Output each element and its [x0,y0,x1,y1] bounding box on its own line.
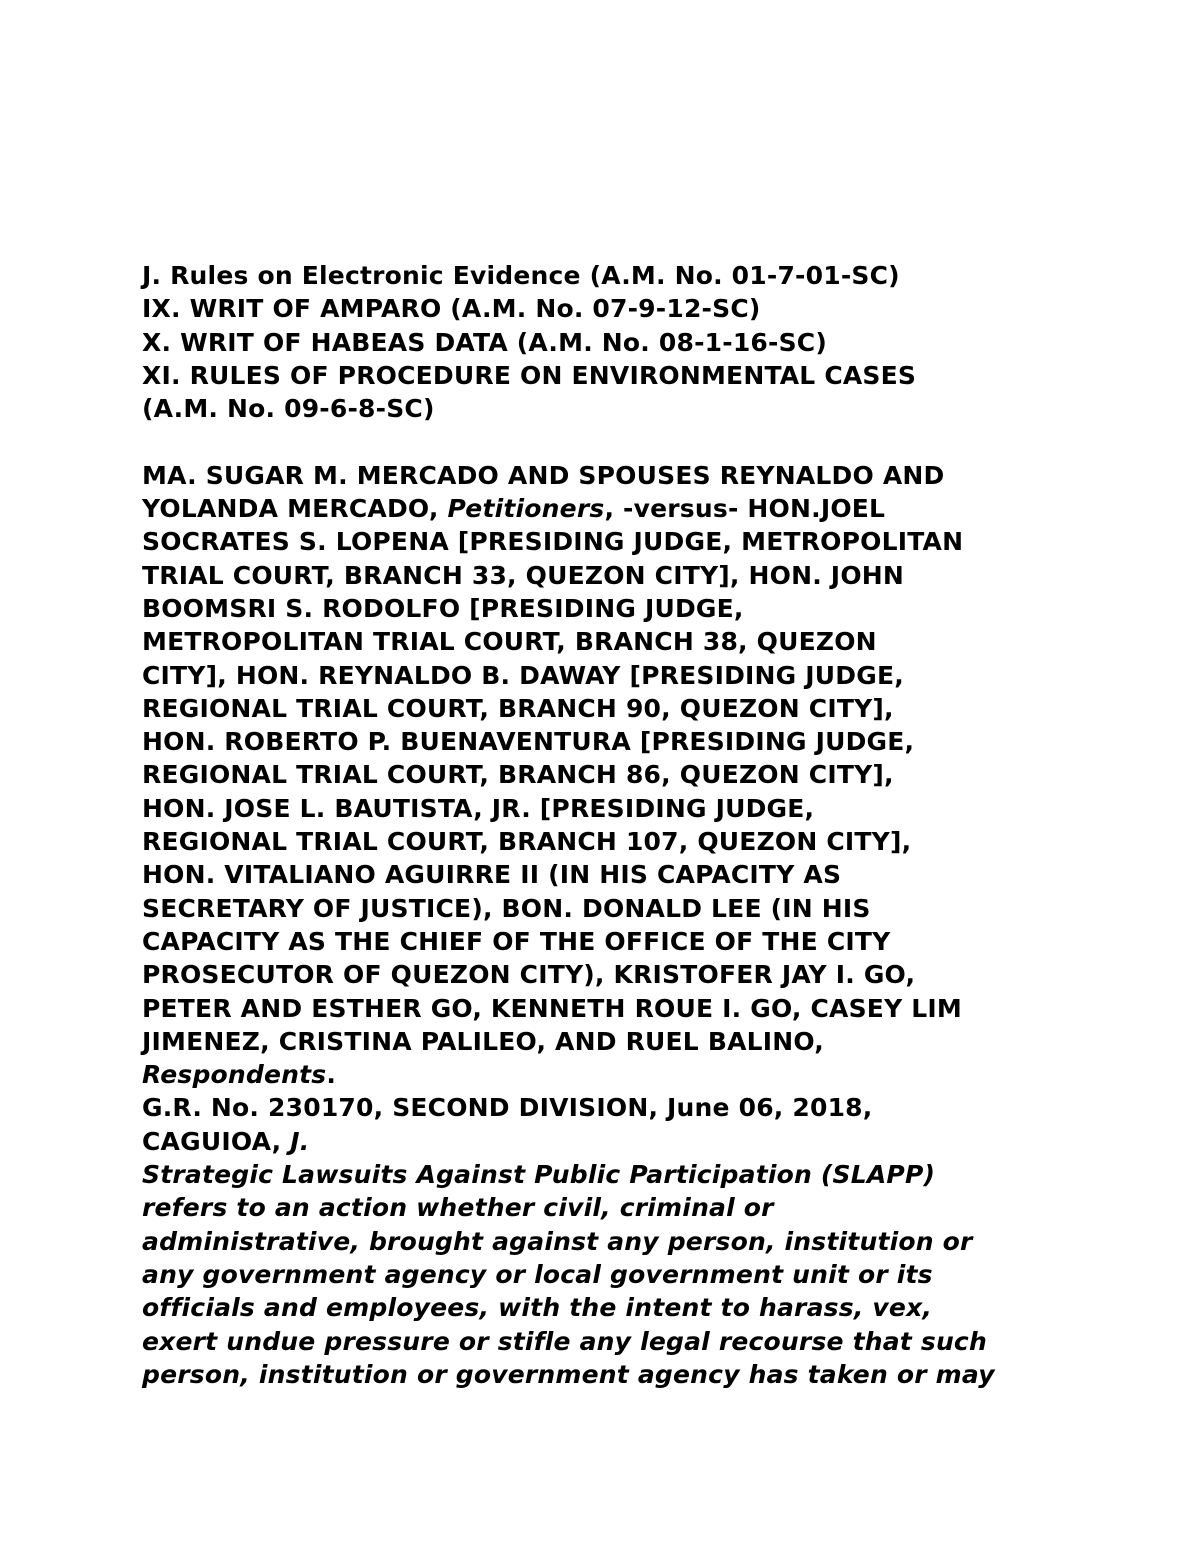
citation-line: G.R. No. 230170, SECOND DIVISION, June 06, 2018, [142,1093,873,1123]
case-title-line: HON. VITALIANO AGUIRRE II (IN HIS CAPACITY AS [142,860,842,890]
case-title-line [142,1058,1072,1091]
case-title-line: CAPACITY AS THE CHIEF OF THE OFFICE OF THE CITY [142,926,891,956]
justice-abbrev: J. [290,1126,310,1156]
doctrine-line: officials and employees, with the intent to harass, vex, [142,1293,933,1323]
case-title-line: MA. SUGAR M. MERCADO AND SPOUSES REYNALDO AND [142,460,945,490]
case-title-line: HON. ROBERTO P. BUENAVENTURA [PRESIDING JUDGE, [142,727,915,757]
doctrine-line: exert undue pressure or stifle any legal recourse that such [142,1326,987,1356]
case-title-line: JIMENEZ, CRISTINA PALILEO, AND RUEL BALINO, [142,1026,824,1056]
toc-line-environmental-cases: XI. RULES OF PROCEDURE ON ENVIRONMENTAL CASES [142,360,917,390]
case-title-line: REGIONAL TRIAL COURT, BRANCH 86, QUEZON CITY], [142,760,894,790]
respondents-period: . [326,1060,337,1090]
doctrine-line: Strategic Lawsuits Against Public Participation (SLAPP) [142,1160,936,1190]
case-title-line: SOCRATES S. LOPENA [PRESIDING JUDGE, METROPOLITAN [142,527,964,557]
petitioners-label: Petitioners [447,494,605,524]
case-title-line: HON. JOSE L. BAUTISTA, JR. [PRESIDING JUDGE, [142,793,815,823]
doctrine-line: person, institution or government agency has taken or may [142,1359,995,1389]
doctrine-line: any government agency or local government unit or its [142,1259,933,1289]
case-title-line: REGIONAL TRIAL COURT, BRANCH 107, QUEZON CITY], [142,827,912,857]
case-title-line: BOOMSRI S. RODOLFO [PRESIDING JUDGE, [142,593,744,623]
case-title-line: REGIONAL TRIAL COURT, BRANCH 90, QUEZON CITY], [142,693,894,723]
toc-line-writ-of-habeas-data: X. WRIT OF HABEAS DATA (A.M. No. 08-1-16-SC) [142,327,827,357]
case-title-text: YOLANDA MERCADO, [142,494,448,524]
case-title-line [142,492,1072,525]
doctrine-line: administrative, brought against any person, institution or [142,1226,973,1256]
toc-line-environmental-cases-am: (A.M. No. 09-6-8-SC) [142,394,435,424]
respondents-label: Respondents [142,1060,327,1090]
case-title-text: , -versus- HON.JOEL [604,494,886,524]
toc-line-rules-electronic-evidence: J. Rules on Electronic Evidence (A.M. No. 01-7-01-SC) [142,261,900,290]
case-title-line: SECRETARY OF JUSTICE), BON. DONALD LEE (IN HIS [142,893,871,923]
case-title-line: CITY], HON. REYNALDO B. DAWAY [PRESIDING JUDGE, [142,660,904,690]
citation-line [142,1125,1072,1158]
case-title-line: PETER AND ESTHER GO, KENNETH ROUE I. GO, CASEY LIM [142,993,962,1023]
ponente-name: CAGUIOA, [142,1126,291,1156]
case-title-line: METROPOLITAN TRIAL COURT, BRANCH 38, QUEZON [142,627,877,657]
toc-line-writ-of-amparo: IX. WRIT OF AMPARO (A.M. No. 07-9-12-SC) [142,294,761,324]
doctrine-line: refers to an action whether civil, criminal or [142,1193,774,1223]
case-title-line: TRIAL COURT, BRANCH 33, QUEZON CITY], HON. JOHN [142,560,905,590]
paragraph-spacer [142,425,1072,458]
case-title-line: PROSECUTOR OF QUEZON CITY), KRISTOFER JAY I. GO, [142,960,916,990]
document-body [142,259,1072,1391]
